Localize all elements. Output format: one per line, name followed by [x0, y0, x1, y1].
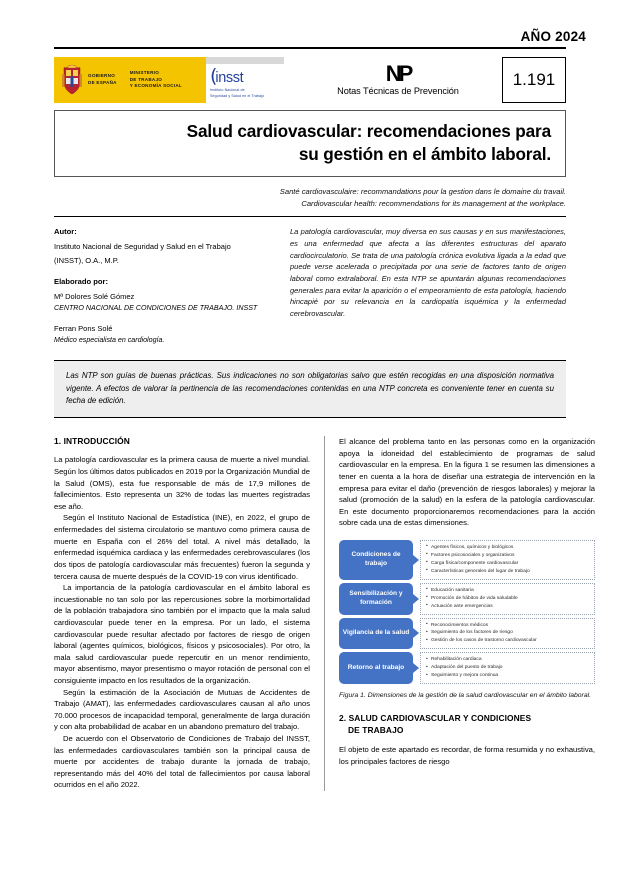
figure-list-item: • Características generales del lugar de trabajo: [426, 568, 590, 576]
figure-1: [339, 540, 595, 701]
spain-coat-of-arms-icon: [61, 65, 83, 95]
section-heading-salud-cardiovascular: [339, 713, 595, 736]
page-title-line-1: Salud cardiovascular: recomendaciones para: [186, 121, 551, 141]
author-org-line-1: Instituto Nacional de Seguridad y Salud en el Trabajo: [54, 242, 231, 252]
figure-caption: Figura 1. Dimensiones de la gestión de la salud cardiovascular en el ámbito laboral.: [339, 692, 592, 700]
ministerio-line-2: DE TRABAJO: [129, 76, 163, 82]
figure-list-item: • Seguimiento de los factores de riesgo: [426, 629, 590, 637]
figure-row: [339, 618, 595, 650]
intro-paragraph-2: Según el Instituto Nacional de Estadística (INE), en 2022, el grupo de enfermedades del sistema circulatorio se mantuvo como primera causa de muerte en España con el 26% del total. A nivel más detallado, la enfermedad isquémica cardiaca y las enfermedades cerebrovasculares (los dos tipos de patología cardiovascular más frecuentes) fueron la segunda y tercera causa de muerte después de la COVID-19 con virus identificado.: [54, 513, 310, 581]
insst-subtitle: [210, 88, 284, 99]
insst-logo-band: [206, 57, 284, 64]
figure-list-item: • Actuación ante emergencias: [426, 603, 590, 611]
year-label: AÑO 2024: [520, 29, 586, 44]
figure-row: [339, 652, 595, 684]
section-2-paragraph-1: El objeto de este apartado es recordar, de forma resumida y no exhaustiva, los principales factores de riesgo: [339, 745, 595, 766]
figure-list-item: • Reconocimientos médicos: [426, 622, 590, 630]
intro-paragraph-4: Según la estimación de la Asociación de Mutuas de Accidentes de Trabajo (AMAT), las enfermedades cardiovasculares causan al año unos 70.000 procesos de incapacidad temporal, generalmente de larga duración y con alta probabilidad de acabar en un abandono prematuro del trabajo.: [54, 687, 310, 732]
insst-subtitle-line-1: Instituto Nacional de: [210, 88, 245, 93]
figure-item-list: [426, 622, 590, 646]
ministerio-line-1: MINISTERIO: [129, 70, 160, 76]
figure-arrow-icon: [413, 583, 420, 615]
subtitle-rule: [54, 216, 566, 217]
translated-subtitles: [54, 186, 566, 209]
title-box: [54, 110, 566, 177]
insst-logo: [206, 57, 284, 103]
author-label: Autor:: [54, 227, 77, 237]
figure-item-list: [426, 544, 590, 576]
logo-group: [54, 57, 284, 103]
figure-list-item: • Agentes físicos, químicos y biológicos: [426, 544, 590, 552]
insst-subtitle-line-2: Seguridad y Salud en el Trabajo: [210, 93, 265, 98]
figure-list-item: • Factores psicosociales y organizativos: [426, 552, 590, 560]
insst-arc-icon: (: [210, 65, 218, 88]
body-column-right: [324, 436, 595, 791]
masthead: [54, 57, 566, 103]
figure-arrow-icon: [413, 652, 420, 684]
insst-wordmark: [210, 67, 284, 86]
author-2-name: Ferran Pons Solé: [54, 323, 113, 333]
figure-chip-vigilancia-de-la-salud: Vigilancia de la salud: [339, 618, 413, 650]
intro-paragraph-1: La patología cardiovascular es la primera causa de muerte a nivel mundial. Según los últimos datos publicados en 2019 por la Organización Mundial de la Salud (OMS), esta fue responsable de más de 17,9 millones de fallecimientos. Esto representa un 32% de todas las muertes registradas ese año.: [54, 455, 310, 511]
ntp-logo: NP: [385, 61, 411, 87]
figure-list-item: • Educación sanitaria: [426, 587, 590, 595]
figure-arrow-icon: [413, 618, 420, 650]
figure-list-item: • Adaptación del puesto de trabajo: [426, 664, 590, 672]
year-row: [30, 0, 590, 44]
header-top-rule: [54, 47, 566, 49]
figure-list-item: • Carga física/componente cardiovascular: [426, 560, 590, 568]
figure-item-list: [426, 587, 590, 611]
figure-chip-condiciones-de-trabajo: Condiciones de trabajo: [339, 540, 413, 580]
figure-items: [420, 583, 595, 615]
author-1-affiliation: CENTRO NACIONAL DE CONDICIONES DE TRABAJO. INSST: [54, 304, 258, 313]
figure-items: [420, 652, 595, 684]
intro-paragraph-6: El alcance del problema tanto en las personas como en la organización apoya la idoneidad del establecimiento de programas de salud cardiovascular en la empresa. En la figura 1 se resumen las dimensiones a tener en cuenta a la hora de diseñar una estrategia de intervención en la empresa para evitar el daño (prevención de riesgos laborales) y mejorar la salud (promoción de la salud) en la esfera de la patología cardiovascular. En este documento proporcionaremos recomendaciones para la acción sobre cada una de estas dimensiones.: [339, 437, 595, 528]
gobierno-text: [88, 73, 117, 86]
body-columns: [54, 436, 595, 791]
figure-arrow-icon: [413, 540, 420, 580]
figure-items: [420, 618, 595, 650]
figure-list-item: • Seguimiento y mejora continua: [426, 672, 590, 680]
ntp-caption: Notas Técnicas de Prevención: [337, 85, 459, 96]
section-heading-introduccion: 1. INTRODUCCIÓN: [54, 436, 130, 447]
figure-row: [339, 583, 595, 615]
figure-row: [339, 540, 595, 580]
subtitle-french: Santé cardiovasculaire: recommandations pour la gestion dans le domaine du travail.: [279, 187, 566, 197]
author-abstract-block: [54, 226, 566, 346]
ntp-brand: [284, 57, 492, 103]
figure-list-item: • Gestión de los casos de trastorno cardiovascular: [426, 637, 590, 645]
ministerio-line-3: Y ECONOMÍA SOCIAL: [129, 83, 182, 89]
section-2-heading-line-1: 2. SALUD CARDIOVASCULAR Y CONDICIONES: [339, 713, 532, 724]
disclaimer-box: Las NTP son guías de buenas prácticas. Sus indicaciones no son obligatorias salvo que estén recogidas en una disposición normativa vigente. A efectos de valorar la pertinencia de las recomendaciones contenidas en una NTP concreta es conveniente tener en cuenta su fecha de edición.: [54, 360, 566, 418]
figure-item-list: [426, 656, 590, 680]
gobierno-de-espana-logo: [54, 57, 206, 103]
author-column: [54, 226, 272, 346]
ntp-number-box: 1.191: [502, 57, 566, 103]
figure-chip-sensibilizacion-y-formacion: Sensibilización y formación: [339, 583, 413, 615]
author-org-line-2: (INSST), O.A., M.P.: [54, 255, 119, 265]
intro-paragraph-3: La importancia de la patología cardiovascular en el ámbito laboral es incuestionable no tan solo por las repercusiones sobre la morbimortalidad de la población trabajadora sino también por el impacto que la mala salud cardiovascular puede tener en la empresa. Por un lado, el sistema cardiovascular puede resultar afectado por factores de riesgo de origen laboral (agentes químicos, biológicos, físicos y psicosociales). Por otro, la mala salud cardiovascular puede repercutir en un menor rendimiento, mayor absentismo, mayor presentismo o mayor rotación de personal con el consiguiente impacto en los resultados de la organización.: [54, 583, 310, 685]
author-spacer: [54, 268, 272, 276]
page-title-line-2: su gestión en el ámbito laboral.: [298, 143, 551, 164]
figure-list-item: • Promoción de hábitos de vida saludable: [426, 595, 590, 603]
gobierno-line-2: DE ESPAÑA: [88, 80, 117, 85]
figure-chip-retorno-al-trabajo: Retorno al trabajo: [339, 652, 413, 684]
abstract-text: La patología cardiovascular, muy diversa en sus causas y en sus manifestaciones, es una enfermedad que afecta a las diferentes estructuras del aparato cardiocirculatorio. Se trata de una patología crónica evolutiva ligada a la edad que puede verse acelerada o precipitada por una serie de factores tanto de origen laboral como extralaboral. En esta NTP se apuntarán algunas recomendaciones generales para evitar la aparición o el empeoramiento de esta patología, haciendo hincapié por su relevancia en la cardiopatía isquémica y la enfermedad cerebrovascular.: [290, 227, 566, 318]
section-2-heading-line-2: DE TRABAJO: [348, 724, 404, 735]
gobierno-line-1: GOBIERNO: [88, 73, 116, 79]
figure-items: [420, 540, 595, 580]
author-1-name: Mª Dolores Solé Gómez: [54, 292, 135, 302]
body-column-left: [54, 436, 324, 791]
ministerio-text: [130, 70, 182, 90]
author-spacer-2: [54, 315, 272, 323]
intro-paragraph-5: De acuerdo con el Observatorio de Condiciones de Trabajo del INSST, las enfermedades cardiovasculares también son la principal causa de muerte por accidentes de trabajo durante la jornada de trabajo, representando más del 40% del total de fallecimientos por causa laboral ocurridos en el año 2022.: [54, 734, 310, 790]
prepared-by-label: Elaborado por:: [54, 276, 109, 286]
author-2-affiliation: Médico especialista en cardiología.: [54, 335, 165, 344]
insst-word: insst: [215, 70, 244, 87]
figure-list-item: • Rehabilitación cardiaca: [426, 656, 590, 664]
subtitle-english: Cardiovascular health: recommendations for its management at the workplace.: [301, 198, 566, 208]
